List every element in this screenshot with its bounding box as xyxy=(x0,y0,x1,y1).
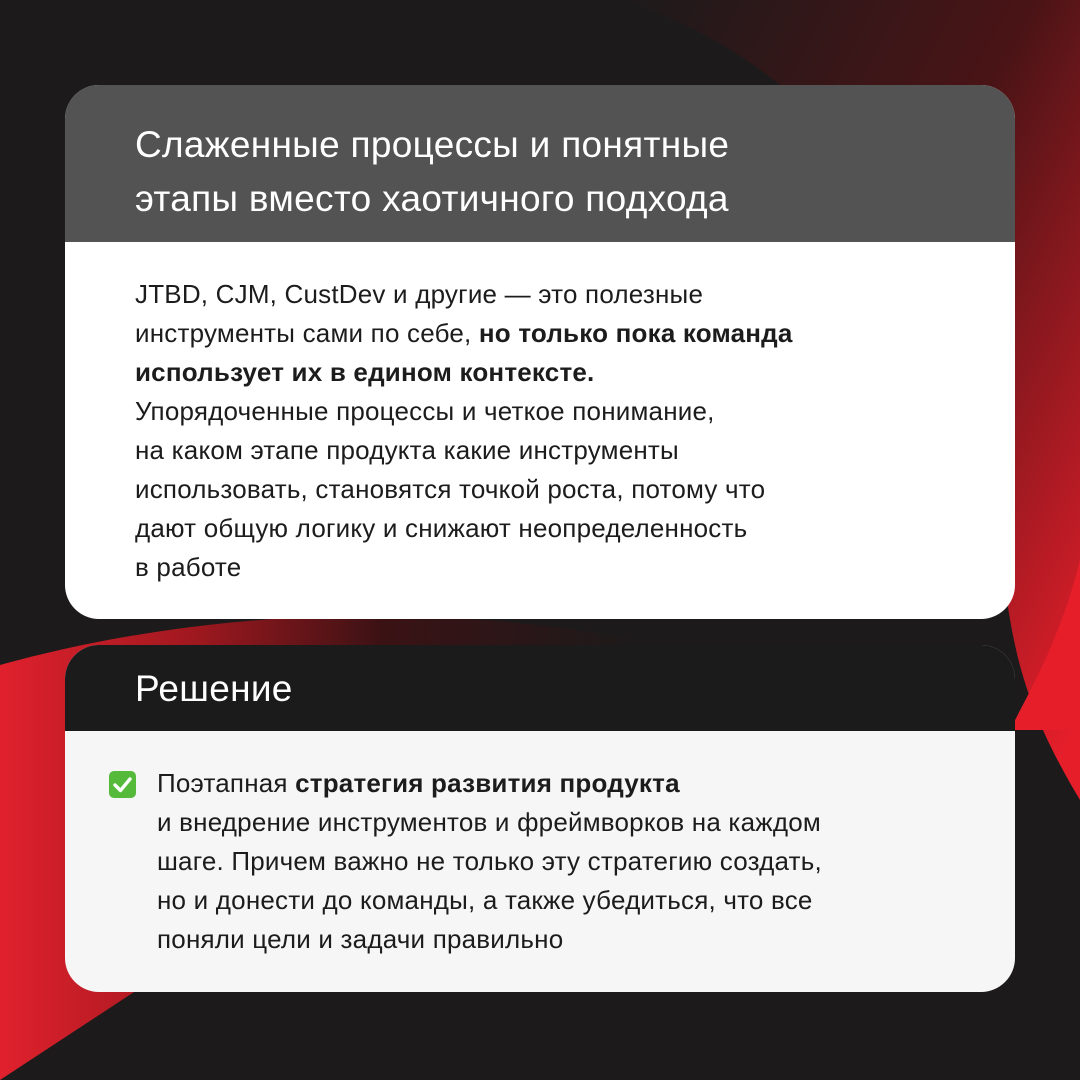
solution-text-bold: стратегия развития продукта xyxy=(295,768,680,798)
solution-text-regular: Поэтапная xyxy=(157,768,296,798)
process-card-header xyxy=(65,85,1015,242)
process-title-line-2: этапы вместо хаотичного подхода xyxy=(135,178,729,219)
check-mark-icon xyxy=(109,771,136,798)
process-card xyxy=(65,85,1015,619)
body-line: использовать, становятся точкой роста, потому что xyxy=(135,474,766,504)
solution-title: Решение xyxy=(135,668,293,709)
process-title-line-1: Слаженные процессы и понятные xyxy=(135,124,730,165)
solution-line xyxy=(157,764,955,803)
solution-card-body xyxy=(65,731,1015,959)
body-line: Упорядоченные процессы и четкое понимание, xyxy=(135,396,715,426)
solution-line: шаге. Причем важно не только эту стратегию создать, xyxy=(157,846,822,876)
process-card-body xyxy=(65,242,1015,587)
solution-line: поняли цели и задачи правильно xyxy=(157,924,564,954)
body-line: в работе xyxy=(135,552,242,582)
body-text-bold: но только пока команда xyxy=(478,318,793,348)
solution-line: и внедрение инструментов и фреймворков на каждом xyxy=(157,807,821,837)
body-line: на каком этапе продукта какие инструменты xyxy=(135,435,679,465)
solution-card xyxy=(65,645,1015,992)
body-text-bold: использует их в едином контексте. xyxy=(135,357,595,387)
body-line: дают общую логику и снижают неопределенность xyxy=(135,513,748,543)
body-line xyxy=(135,314,945,353)
body-line: JTBD, CJM, CustDev и другие — это полезные xyxy=(135,279,704,309)
solution-line: но и донести до команды, а также убедиться, что все xyxy=(157,885,813,915)
solution-card-header xyxy=(65,645,1015,731)
body-line-bold xyxy=(135,353,945,392)
body-text-regular: инструменты сами по себе, xyxy=(135,318,479,348)
